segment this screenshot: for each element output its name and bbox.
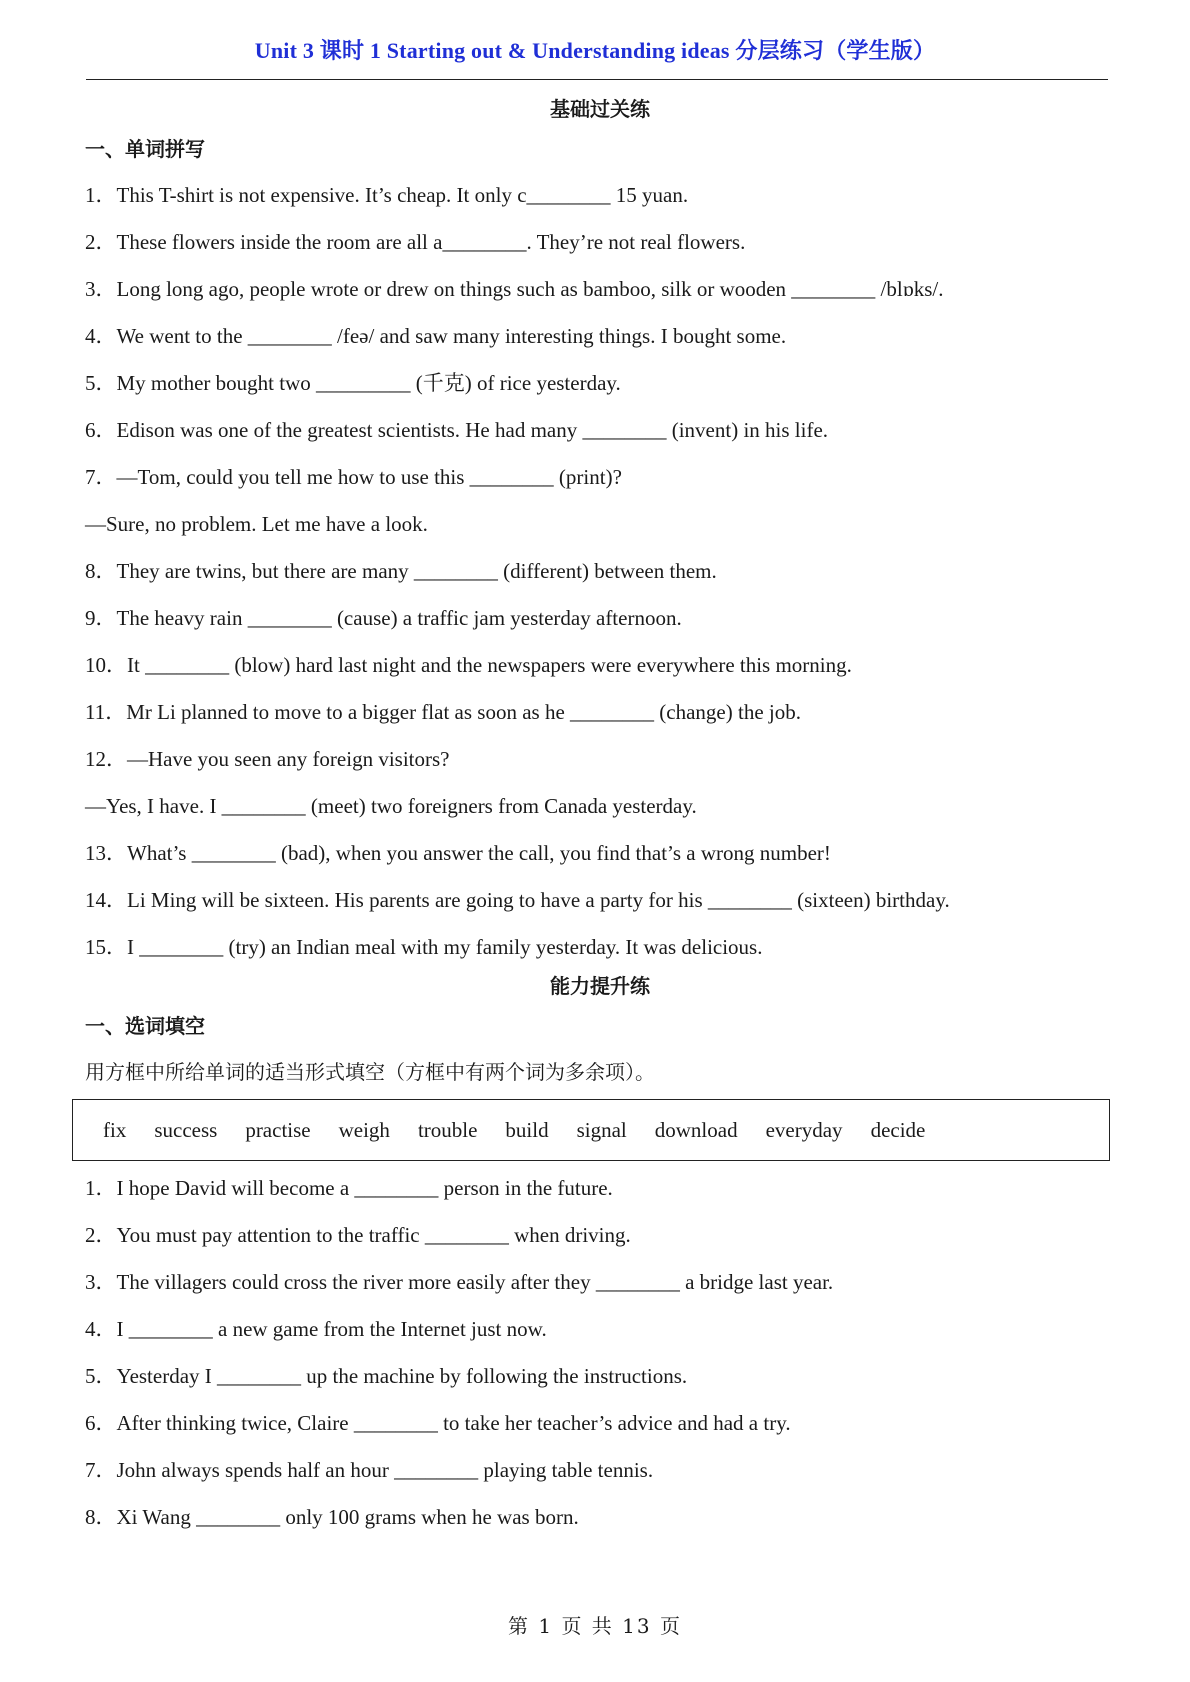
question-line: 9．The heavy rain ________ (cause) a traffic jam yesterday afternoon. (85, 606, 682, 630)
question-line: 6．After thinking twice, Claire ________ to take her teacher’s advice and had a try. (85, 1411, 791, 1435)
word-bank-item: download (654, 1117, 738, 1142)
section-title-advanced: 能力提升练 (550, 974, 650, 998)
header-rule (86, 79, 1108, 80)
question-line: 7．John always spends half an hour ________ playing table tennis. (85, 1458, 654, 1482)
question-line: 6．Edison was one of the greatest scientists. He had many ________ (invent) in his life. (85, 418, 829, 442)
question-line: 5．My mother bought two _________ (千克) of rice yesterday. (85, 371, 621, 395)
worksheet-body (85, 92, 1115, 1541)
document-header: Unit 3 课时 1 Starting out & Understanding ideas 分层练习（学生版） (254, 38, 936, 63)
question-line: 14．Li Ming will be sixteen. His parents are going to have a party for his ________ (sixteen) birthday. (85, 888, 950, 912)
word-choice-questions (85, 1165, 1115, 1541)
question-line: 4．We went to the ________ /feə/ and saw many interesting things. I bought some. (85, 324, 787, 348)
word-bank-item: success (154, 1117, 218, 1142)
question-line: 13．What’s ________ (bad), when you answer the call, you find that’s a wrong number! (85, 841, 831, 865)
word-bank-item: everyday (765, 1117, 843, 1142)
part-title-spelling: 一、单词拼写 (85, 137, 205, 161)
word-bank-item: signal (576, 1117, 627, 1142)
page-footer: 第 1 页 共 13 页 (508, 1614, 682, 1638)
question-line: 11．Mr Li planned to move to a bigger flat as soon as he ________ (change) the job. (85, 700, 801, 724)
question-line: 3．The villagers could cross the river more easily after they ________ a bridge last year. (85, 1270, 834, 1294)
question-line: 5．Yesterday I ________ up the machine by following the instructions. (85, 1364, 688, 1388)
question-line: 1．I hope David will become a ________ person in the future. (85, 1176, 613, 1200)
word-bank-item: weigh (338, 1117, 390, 1142)
question-line: 2．You must pay attention to the traffic ________ when driving. (85, 1223, 631, 1247)
word-bank-box (72, 1099, 1110, 1161)
question-line: —Yes, I have. I ________ (meet) two foreigners from Canada yesterday. (85, 794, 697, 818)
question-line: 3．Long long ago, people wrote or drew on things such as bamboo, silk or wooden ________ /blɒks/. (85, 277, 944, 301)
part-title-word-choice: 一、选词填空 (85, 1014, 205, 1038)
word-bank-item: build (505, 1117, 549, 1142)
question-line: 2．These flowers inside the room are all a________. They’re not real flowers. (85, 230, 746, 254)
question-line: 4．I ________ a new game from the Internet just now. (85, 1317, 547, 1341)
question-line: 8．Xi Wang ________ only 100 grams when he was born. (85, 1505, 579, 1529)
word-bank-item: trouble (417, 1117, 478, 1142)
question-line: 10．It ________ (blow) hard last night and the newspapers were everywhere this morning. (85, 653, 852, 677)
word-bank-item: practise (245, 1117, 311, 1142)
question-line: 1．This T-shirt is not expensive. It’s cheap. It only c________ 15 yuan. (85, 183, 689, 207)
word-bank-item: decide (870, 1117, 926, 1142)
section-title-basic: 基础过关练 (550, 97, 650, 121)
question-line: —Sure, no problem. Let me have a look. (85, 512, 428, 536)
question-line: 12．—Have you seen any foreign visitors? (85, 747, 450, 771)
instruction-text: 用方框中所给单词的适当形式填空（方框中有两个词为多余项）。 (85, 1060, 655, 1084)
spelling-questions (85, 172, 1115, 971)
question-line: 7．—Tom, could you tell me how to use this ________ (print)? (85, 465, 622, 489)
word-bank-item: fix (103, 1117, 127, 1142)
question-line: 8．They are twins, but there are many ________ (different) between them. (85, 559, 717, 583)
question-line: 15．I ________ (try) an Indian meal with my family yesterday. It was delicious. (85, 935, 763, 959)
